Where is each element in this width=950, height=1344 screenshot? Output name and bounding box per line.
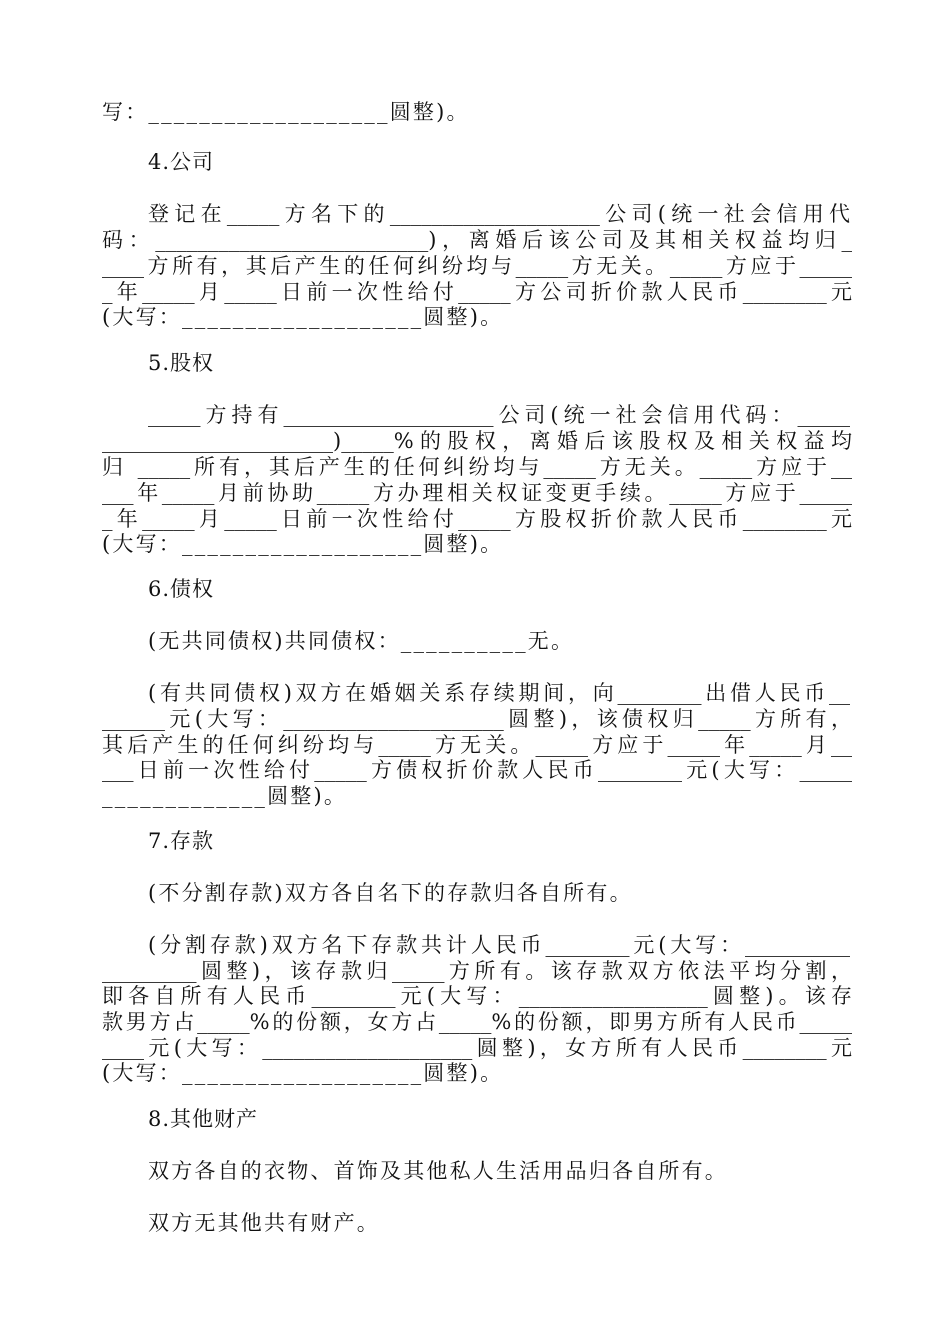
section-heading-company: 4.公司 [148,150,215,174]
text-line: ___年_____月前协助_____方办理相关权证变更手续。_____方应于_____ [102,481,852,505]
text-line: (有共同债权)双方在婚姻关系存续期间，向________出借人民币__ [148,681,850,705]
section-heading-deposits: 7.存款 [148,829,215,853]
text-line: (无共同债权)共同债权：__________无。 [148,629,575,653]
text-line: _____________圆整)。 [102,784,348,808]
text-line: _________圆整)，该存款归_____方所有。该存款双方依法平均分割， [102,959,852,983]
text-line: ____方所有，其后产生的任何纠纷均与_____方无关。_____方应于_____ [102,254,852,278]
section-heading-equity: 5.股权 [148,351,215,375]
text-line: _____方持有____________________公司(统一社会信用代码：_____ [148,403,850,427]
text-line: 款男方占_____%的份额，女方占_____%的份额，即男方所有人民币_____ [102,1010,852,1034]
text-line: ______________________)_____%的股权，离婚后该股权及相关权益均 [102,429,852,453]
text-line: 码：__________________________)，离婚后该公司及其相关权益均归_ [102,228,852,252]
section-heading-other-property: 8.其他财产 [148,1107,259,1131]
text-line: _年_____月_____日前一次性给付_____方股权折价款人民币________元 [102,507,852,531]
text-line: (不分割存款)双方各自名下的存款归各自所有。 [148,881,633,905]
text-line: (大写：___________________圆整)。 [102,305,504,329]
text-line: ______元(大写：_____________________圆整)，该债权归_____方所有， [102,707,852,731]
text-line: ___日前一次性给付_____方债权折价款人民币________元(大写：_____ [102,758,852,782]
text-line: 写：___________________圆整)。 [102,100,470,124]
text-line: (大写：___________________圆整)。 [102,532,504,556]
text-line: 归 _____所有，其后产生的任何纠纷均与_____方无关。_____方应于__ [102,455,852,479]
text-line: 双方无其他共有财产。 [148,1211,380,1235]
text-line: 双方各自的衣物、首饰及其他私人生活用品归各自所有。 [148,1159,728,1183]
section-heading-claims: 6.债权 [148,577,215,601]
text-line: ____元(大写：____________________圆整)，女方所有人民币________元 [102,1036,852,1060]
text-line: (大写：___________________圆整)。 [102,1061,504,1085]
text-line: 其后产生的任何纠纷均与_____方无关。_____方应于_____年_____月__ [102,733,852,757]
text-line: 即各自所有人民币________元(大写：__________________圆整)。该存 [102,984,852,1008]
text-line: _年_____月_____日前一次性给付_____方公司折价款人民币________元 [102,280,852,304]
text-line: 登记在_____方名下的____________________公司(统一社会信用代 [148,202,850,226]
text-line: (分割存款)双方名下存款共计人民币________元(大写：__________ [148,933,850,957]
